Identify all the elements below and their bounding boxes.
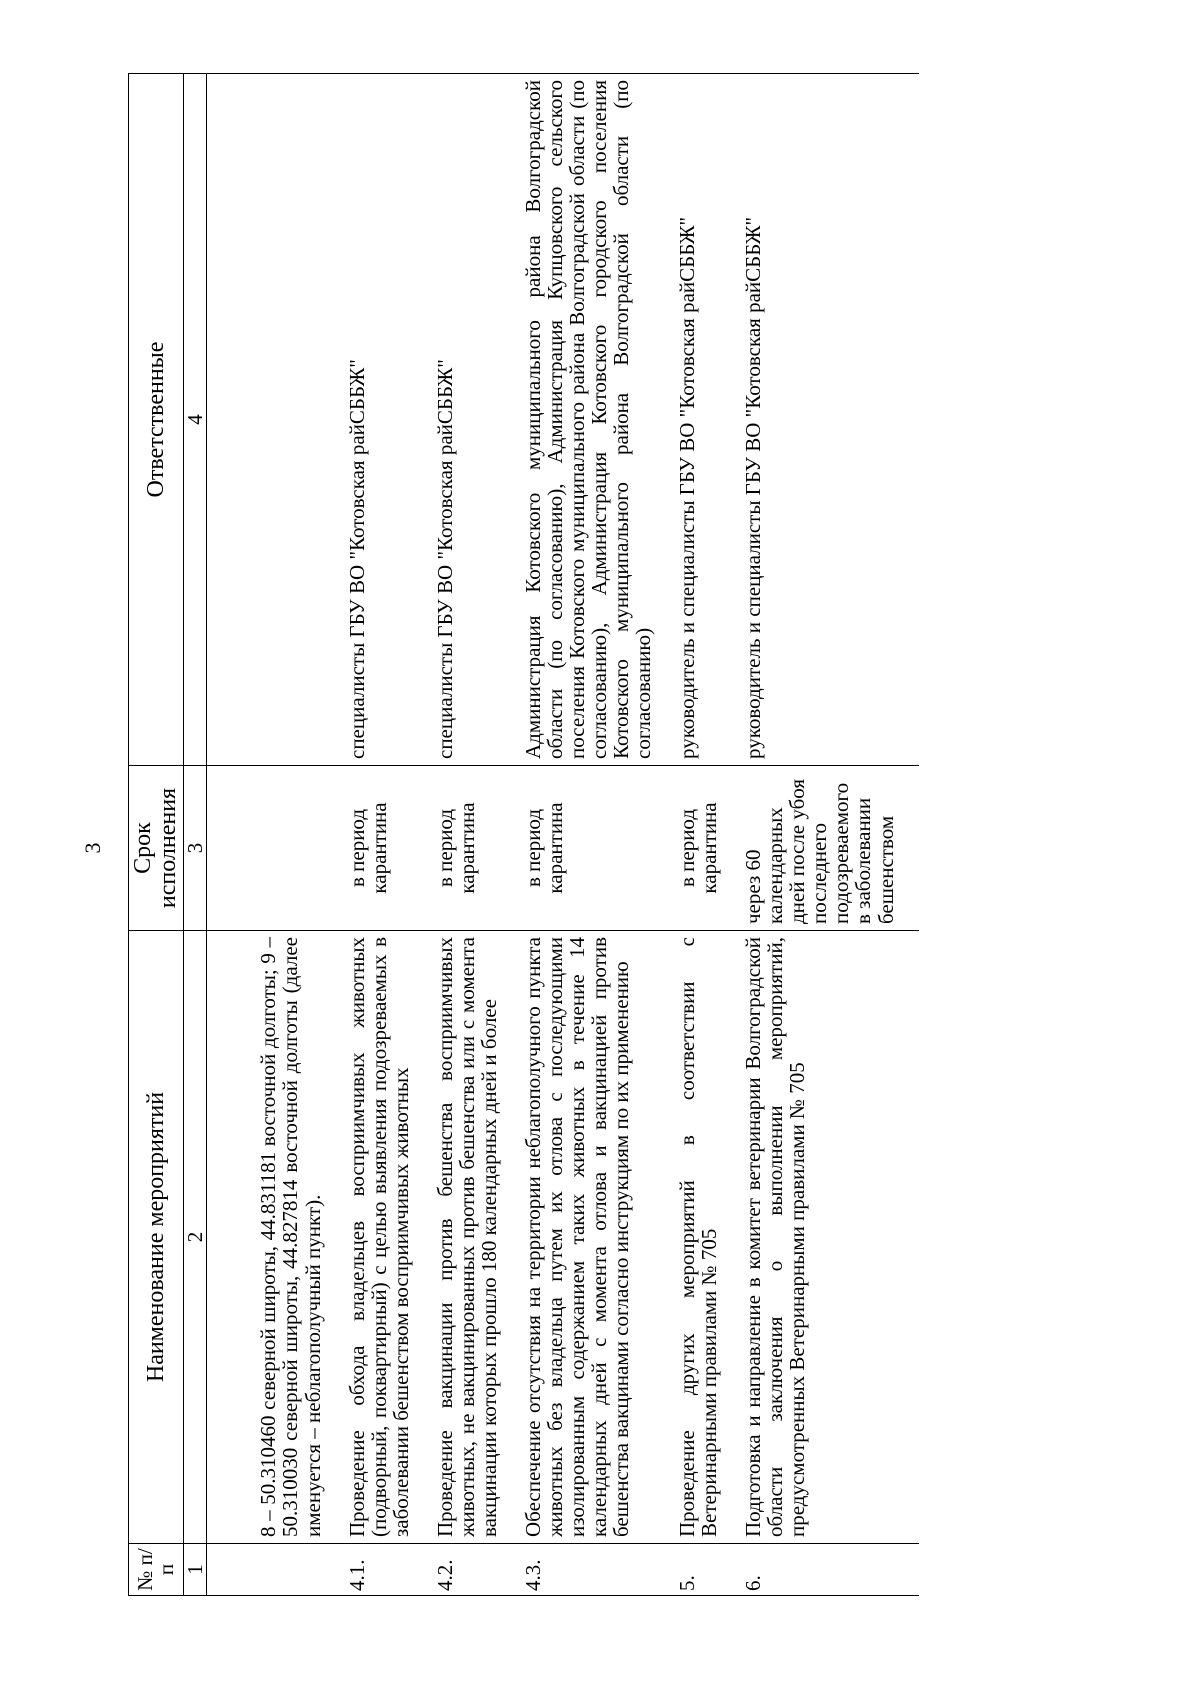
header-responsible: Ответственные (129, 74, 184, 766)
row-term: в период карантина (676, 766, 742, 931)
row-measure: 8 – 50.310460 северной широты, 44.831181 восточной долготы; 9 – 50.310030 северной широты, 44.827814 восточной долготы (далее именуется – неблагополучный пункт). (207, 931, 346, 1544)
table-row (742, 74, 918, 1596)
row-measure: Обеспечение отсутствия на территории неблагополучного пункта животных без владельца путем их отлова с последующими изолированным содержанием таких животных в течение 14 календарных дней с момента отлова и вакцинацией против бешенства вакцинами согласно инструкциям по их применению (522, 931, 676, 1544)
column-number-2: 2 (184, 931, 207, 1544)
column-number-4: 4 (184, 74, 207, 766)
row-responsible: специалисты ГБУ ВО "Котовская райСББЖ" (434, 74, 522, 766)
row-measure: Проведение вакцинации против бешенства восприимчивых животных, не вакцинированных против бешенства или с момента вакцинации которых прошло 180 календарных дней и более (434, 931, 522, 1544)
row-num: 5. (676, 1544, 742, 1596)
row-term: в период карантина (434, 766, 522, 931)
row-measure: Проведение других мероприятий в соответствии с Ветеринарными правилами № 705 (676, 931, 742, 1544)
header-num: № п/п (129, 1544, 184, 1596)
column-number-3: 3 (184, 766, 207, 931)
row-num: 4.2. (434, 1544, 522, 1596)
header-term: Срок исполнения (129, 766, 184, 931)
row-num (207, 1544, 346, 1596)
row-responsible: Администрация Котовского муниципального района Волгоградской области (по согласованию), Администрация Купцовского сельского поселения Котовского муниципального района Волгоградской области (по согласованию), Администрация Котовского городского поселения Котовского муниципального района Волгоградской области (по согласованию) (522, 74, 676, 766)
row-measure: Проведение обхода владельцев восприимчивых животных (подворный, поквартирный) с целью выявления подозреваемых в заболевании бешенством восприимчивых животных (346, 931, 434, 1544)
row-num: 4.3. (522, 1544, 676, 1596)
row-term: в период карантина (522, 766, 676, 931)
row-responsible: специалисты ГБУ ВО "Котовская райСББЖ" (346, 74, 434, 766)
row-term: через 60 календарных дней после убоя последнего подозреваемого в заболевании бешенством (742, 766, 918, 931)
column-number-1: 1 (184, 1544, 207, 1596)
row-num: 4.1. (346, 1544, 434, 1596)
table-row (676, 74, 742, 1596)
row-responsible (207, 74, 346, 766)
measures-table (128, 73, 919, 1596)
table-row (346, 74, 434, 1596)
row-measure: Подготовка и направление в комитет ветеринарии Волгоградской области заключения о выполнении мероприятий, предусмотренных Ветеринарными правилами № 705 (742, 931, 918, 1544)
table-row (522, 74, 676, 1596)
row-responsible: руководитель и специалисты ГБУ ВО "Котовская райСББЖ" (742, 74, 918, 766)
row-term: в период карантина (346, 766, 434, 931)
page-number: 3 (80, 842, 105, 854)
header-name: Наименование мероприятий (129, 931, 184, 1544)
table-row (207, 74, 346, 1596)
table-row (434, 74, 522, 1596)
row-num: 6. (742, 1544, 918, 1596)
row-responsible: руководитель и специалисты ГБУ ВО "Котовская райСББЖ" (676, 74, 742, 766)
row-term (207, 766, 346, 931)
